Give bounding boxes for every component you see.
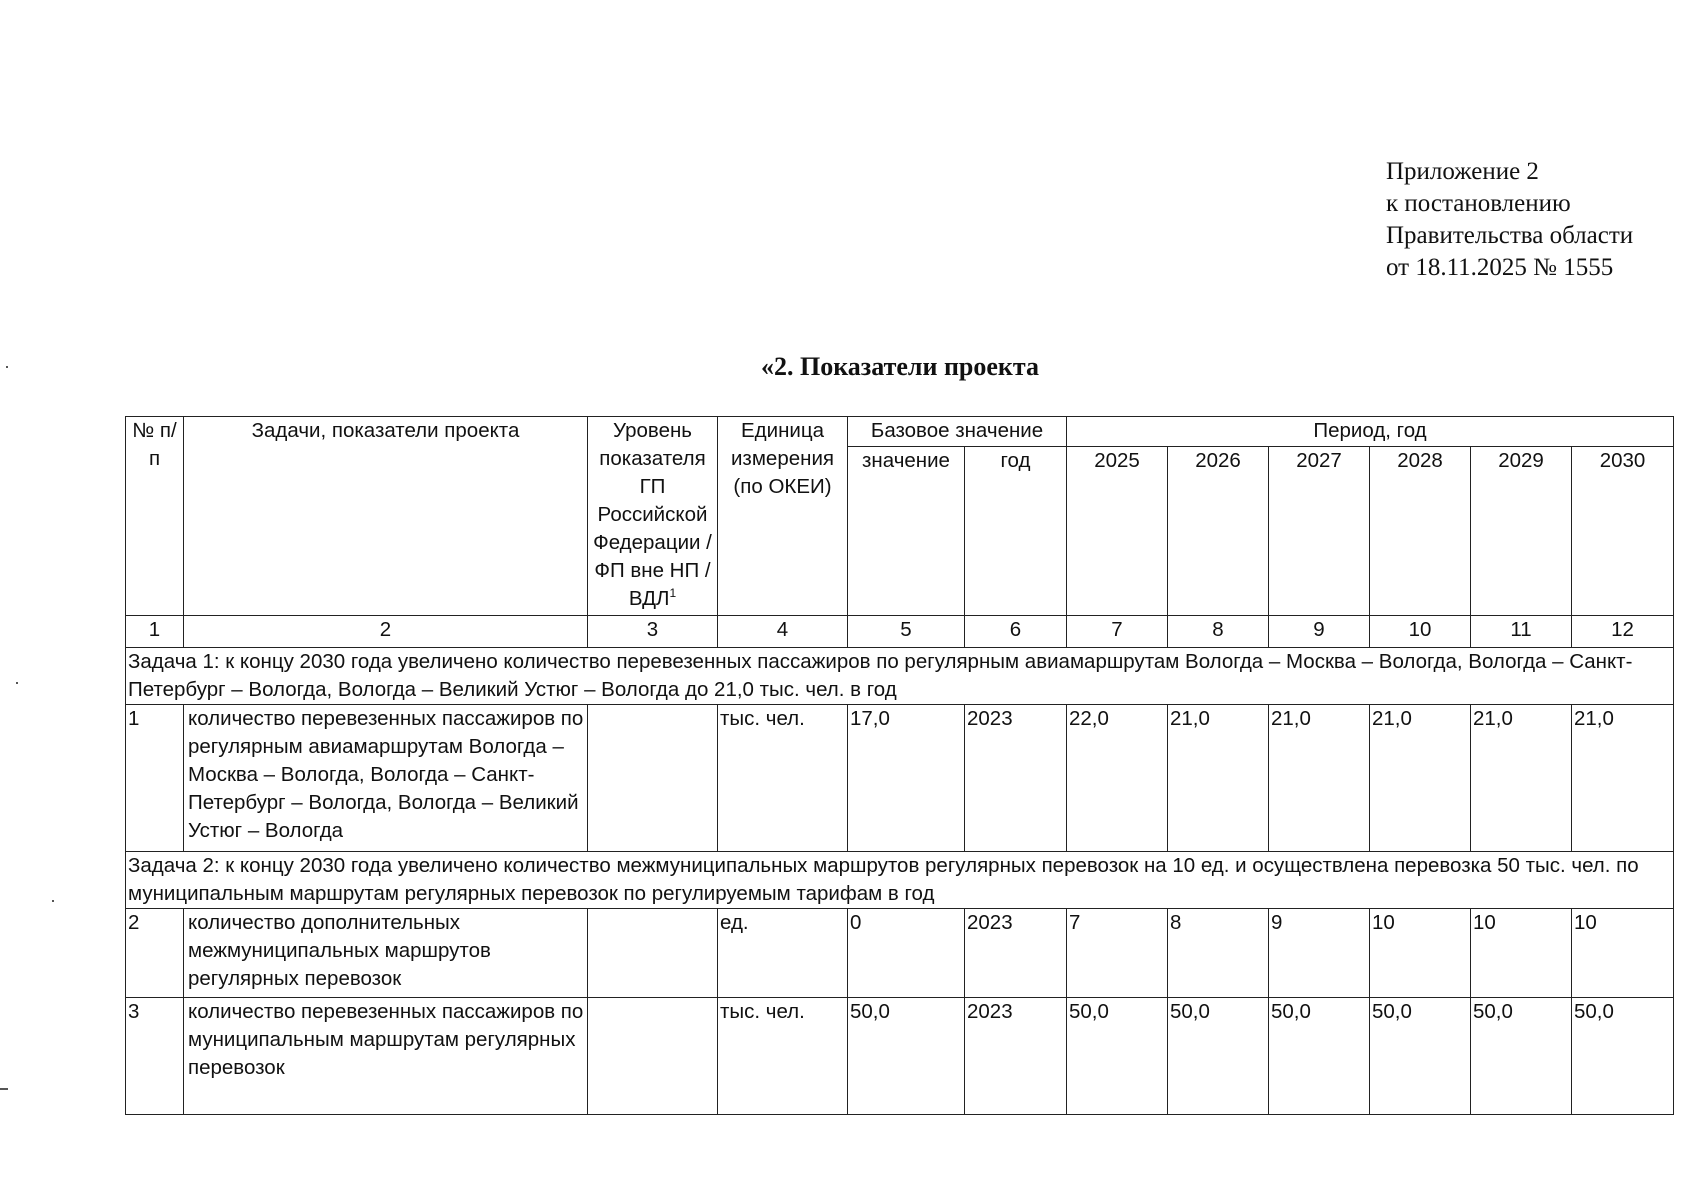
scan-mark (0, 1088, 8, 1090)
row-value-2025: 7 (1067, 909, 1168, 998)
row-level (588, 705, 718, 852)
col-number: 8 (1168, 616, 1269, 648)
indicators-table (125, 416, 1674, 1115)
row-num: 3 (126, 998, 184, 1115)
header-year: 2027 (1269, 447, 1370, 616)
header-base-value: значение (848, 447, 965, 616)
header-year: 2028 (1370, 447, 1471, 616)
col-number: 3 (588, 616, 718, 648)
col-number: 10 (1370, 616, 1471, 648)
row-value-2027: 50,0 (1269, 998, 1370, 1115)
col-number: 4 (718, 616, 848, 648)
header-year: 2030 (1572, 447, 1674, 616)
column-number-row (126, 616, 1674, 648)
header-tasks: Задачи, показатели проекта (184, 417, 588, 616)
row-indicator-name: количество перевезенных пассажиров по регулярным авиамаршрутам Вологда – Москва – Вологда, Вологда – Санкт-Петербург – Вологда, Вологда – Великий Устюг – Вологда (184, 705, 588, 852)
row-value-2030: 21,0 (1572, 705, 1674, 852)
row-value-2025: 50,0 (1067, 998, 1168, 1115)
col-number: 11 (1471, 616, 1572, 648)
appendix-line: Приложение 2 (1386, 158, 1539, 185)
scan-mark (52, 900, 54, 902)
row-value-2028: 50,0 (1370, 998, 1471, 1115)
footnote-mark: 1 (669, 586, 677, 601)
row-level (588, 998, 718, 1115)
row-value-2027: 21,0 (1269, 705, 1370, 852)
header-year: 2029 (1471, 447, 1572, 616)
task-1-row: Задача 1: к концу 2030 года увеличено количество перевезенных пассажиров по регулярным авиамаршрутам Вологда – Москва – Вологда, Вологда – Санкт-Петербург – Вологда, Вологда – Великий Устюг – Вологда до 21,0 тыс. чел. в год (126, 648, 1674, 705)
header-year: 2025 (1067, 447, 1168, 616)
appendix-block (1386, 156, 1633, 284)
row-value-2029: 50,0 (1471, 998, 1572, 1115)
table-row (126, 998, 1674, 1115)
row-base-value: 50,0 (848, 998, 965, 1115)
header-period: Период, год (1067, 417, 1674, 447)
header-level (588, 417, 718, 616)
header-num: № п/п (126, 417, 184, 616)
col-number: 6 (965, 616, 1067, 648)
row-unit: тыс. чел. (718, 705, 848, 852)
row-value-2030: 10 (1572, 909, 1674, 998)
row-base-year: 2023 (965, 909, 1067, 998)
row-unit: тыс. чел. (718, 998, 848, 1115)
row-value-2026: 21,0 (1168, 705, 1269, 852)
row-value-2025: 22,0 (1067, 705, 1168, 852)
appendix-line: от 18.11.2025 № 1555 (1386, 254, 1614, 281)
row-value-2030: 50,0 (1572, 998, 1674, 1115)
table-row (126, 705, 1674, 852)
header-unit: Единица измерения (по ОКЕИ) (718, 417, 848, 616)
scan-mark (16, 682, 18, 684)
col-number: 2 (184, 616, 588, 648)
col-number: 1 (126, 616, 184, 648)
row-unit: ед. (718, 909, 848, 998)
header-year: 2026 (1168, 447, 1269, 616)
appendix-line: Правительства области (1386, 222, 1634, 249)
row-indicator-name: количество перевезенных пассажиров по муниципальным маршрутам регулярных перевозок (184, 998, 588, 1115)
row-value-2027: 9 (1269, 909, 1370, 998)
scan-mark (6, 366, 8, 368)
task-2-row: Задача 2: к концу 2030 года увеличено количество межмуниципальных маршрутов регулярных перевозок на 10 ед. и осуществлена перевозка 50 тыс. чел. по муниципальным маршрутам регулярных перевозок по регулируемым тарифам в год (126, 852, 1674, 909)
header-level-text: Уровень показателя ГП Российской Федерации / ФП вне НП / ВДЛ (593, 419, 712, 610)
row-value-2028: 10 (1370, 909, 1471, 998)
row-value-2029: 10 (1471, 909, 1572, 998)
row-indicator-name: количество дополнительных межмуниципальных маршрутов регулярных перевозок (184, 909, 588, 998)
document-title: «2. Показатели проекта (760, 352, 1039, 381)
row-base-year: 2023 (965, 705, 1067, 852)
col-number: 5 (848, 616, 965, 648)
row-base-value: 0 (848, 909, 965, 998)
row-value-2026: 50,0 (1168, 998, 1269, 1115)
row-value-2029: 21,0 (1471, 705, 1572, 852)
row-num: 1 (126, 705, 184, 852)
header-base: Базовое значение (848, 417, 1067, 447)
header-base-year: год (965, 447, 1067, 616)
col-number: 7 (1067, 616, 1168, 648)
row-base-value: 17,0 (848, 705, 965, 852)
row-value-2028: 21,0 (1370, 705, 1471, 852)
table-row (126, 909, 1674, 998)
row-level (588, 909, 718, 998)
row-base-year: 2023 (965, 998, 1067, 1115)
col-number: 9 (1269, 616, 1370, 648)
row-value-2026: 8 (1168, 909, 1269, 998)
appendix-line: к постановлению (1386, 190, 1571, 217)
col-number: 12 (1572, 616, 1674, 648)
row-num: 2 (126, 909, 184, 998)
